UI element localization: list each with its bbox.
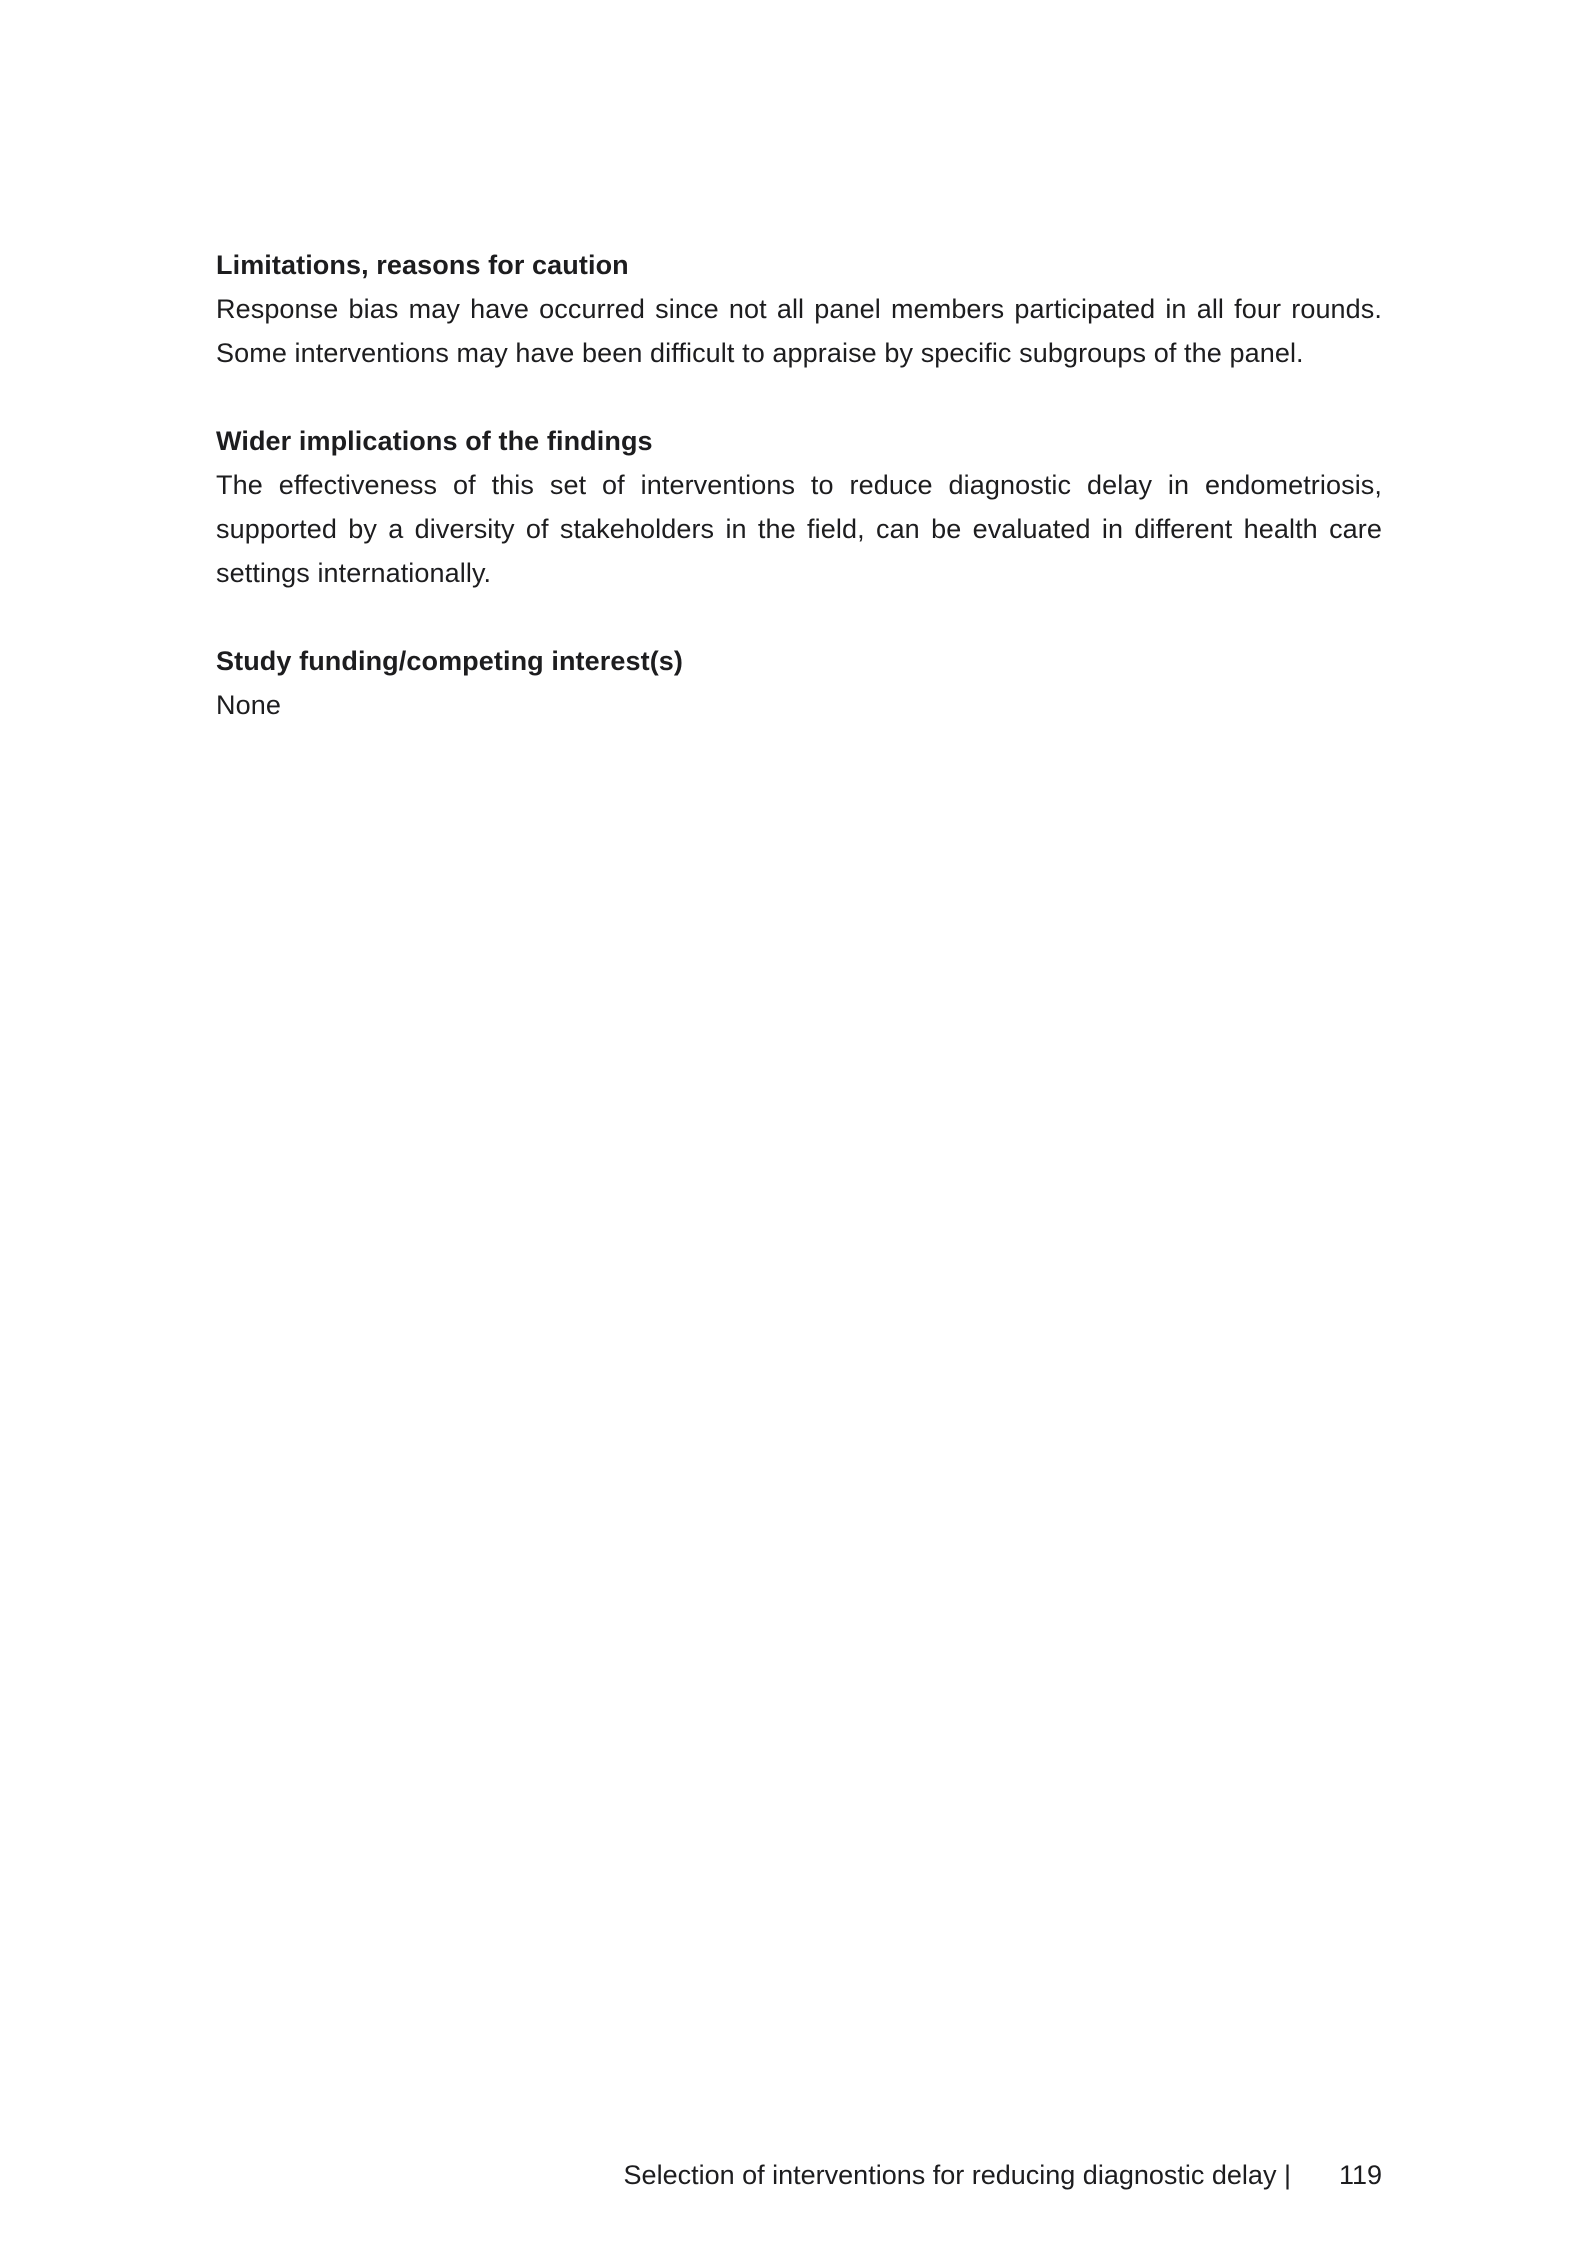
page-content [216,243,1382,771]
footer-page-number: 119 [1338,2160,1382,2190]
section-heading-wider-implications: Wider implications of the findings [216,426,653,456]
section-heading-limitations: Limitations, reasons for caution [216,250,629,280]
section-body-study-funding: None [216,690,281,720]
section-body-limitations: Response bias may have occurred since not all panel members participated in all four rounds. Some interventions may have been difficult to appraise by specific subgroups of the panel. [216,294,1382,368]
section-wider-implications [216,419,1382,595]
section-limitations [216,243,1382,375]
section-heading-study-funding: Study funding/competing interest(s) [216,646,683,676]
section-body-wider-implications: The effectiveness of this set of interventions to reduce diagnostic delay in endometriosis, supported by a diversity of stakeholders in the field, can be evaluated in different health care settings internationally. [216,470,1382,588]
footer-running-title: Selection of interventions for reducing diagnostic delay | [623,2160,1291,2190]
section-study-funding [216,639,1382,727]
page-footer [624,2158,1382,2192]
